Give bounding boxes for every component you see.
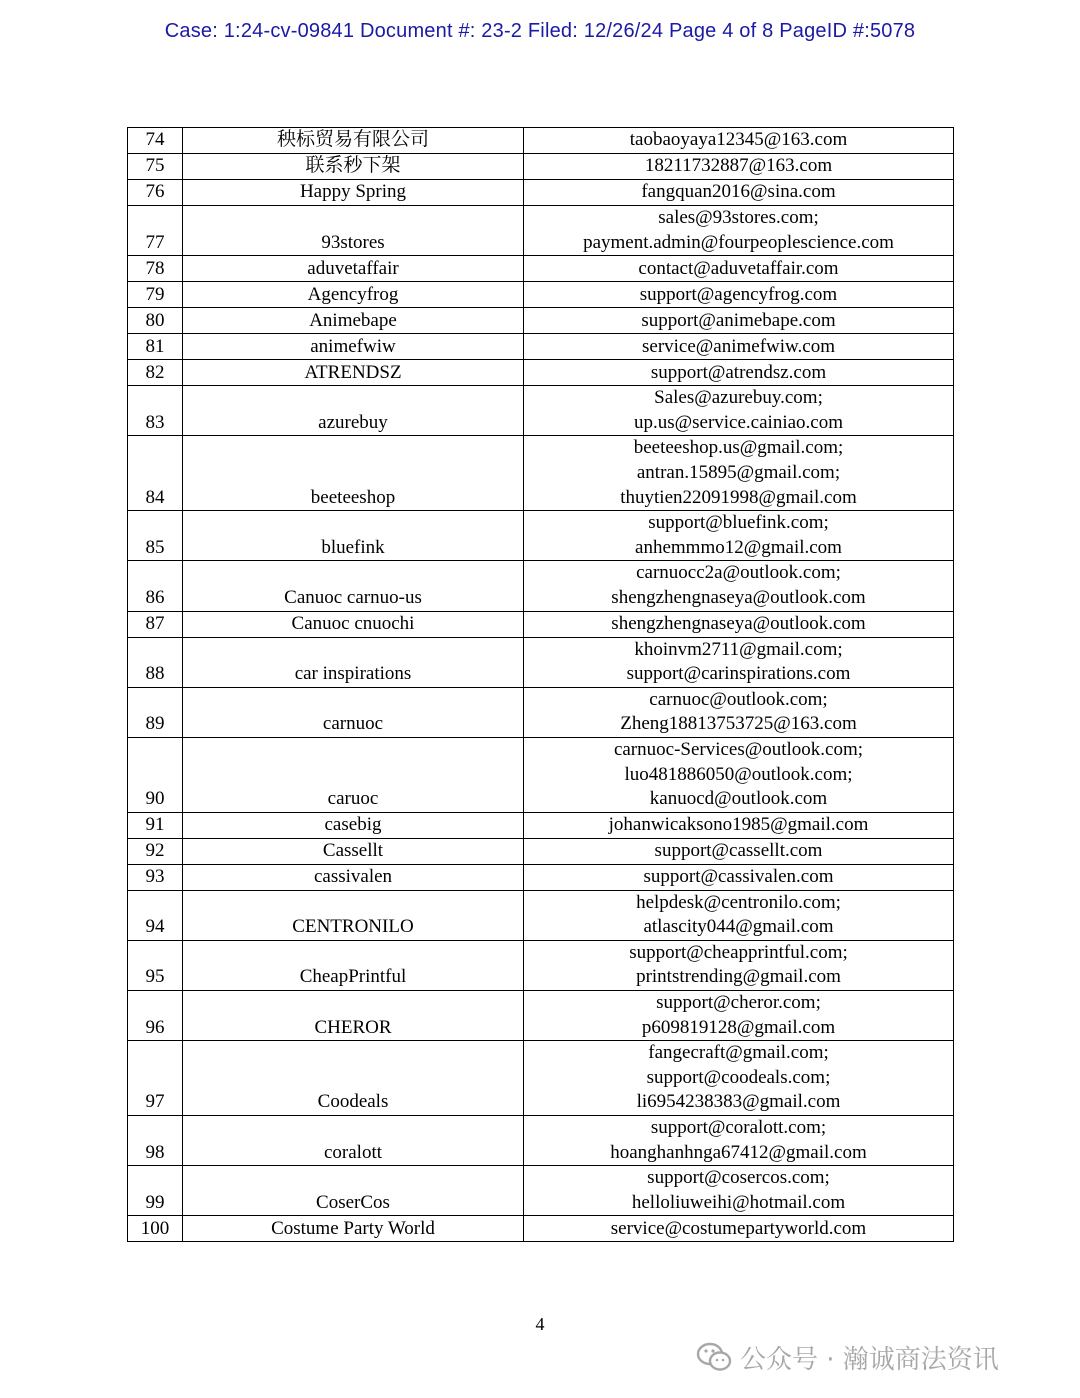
- store-name: Cassellt: [183, 838, 524, 864]
- row-number: 81: [128, 334, 183, 360]
- table-row: [128, 1116, 954, 1166]
- email-address: anhemmmo12@gmail.com: [635, 536, 842, 558]
- row-number: 90: [128, 737, 183, 812]
- email-cell: [524, 1166, 954, 1216]
- email-address: carnuocc2a@outlook.com;: [636, 562, 841, 584]
- table-row: [128, 154, 954, 180]
- row-number: 88: [128, 637, 183, 687]
- store-name: Costume Party World: [183, 1216, 524, 1242]
- email-cell: [524, 687, 954, 737]
- email-address: contact@aduvetaffair.com: [638, 257, 839, 279]
- table-row: [128, 360, 954, 386]
- table-row: [128, 637, 954, 687]
- email-address: Sales@azurebuy.com;: [654, 387, 823, 409]
- table-row: [128, 561, 954, 611]
- row-number: 78: [128, 256, 183, 282]
- email-address: support@agencyfrog.com: [639, 283, 838, 305]
- email-address: hoanghanhnga67412@gmail.com: [610, 1141, 867, 1163]
- store-name: animefwiw: [183, 334, 524, 360]
- table-row: [128, 334, 954, 360]
- email-address: carnuoc@outlook.com;: [649, 688, 828, 710]
- email-cell: [524, 890, 954, 940]
- email-address: fangecraft@gmail.com;: [648, 1042, 829, 1064]
- email-cell: [524, 1116, 954, 1166]
- store-name: casebig: [183, 812, 524, 838]
- store-name: beeteeshop: [183, 436, 524, 511]
- table-row: [128, 611, 954, 637]
- email-address: p609819128@gmail.com: [641, 1016, 836, 1038]
- email-address: support@coralott.com;: [650, 1117, 827, 1139]
- email-cell: [524, 436, 954, 511]
- email-cell: [524, 561, 954, 611]
- row-number: 76: [128, 180, 183, 206]
- table-row: [128, 737, 954, 812]
- row-number: 84: [128, 436, 183, 511]
- store-name: 93stores: [183, 206, 524, 256]
- table-row: [128, 436, 954, 511]
- email-address: support@bluefink.com;: [648, 512, 829, 534]
- store-name: Animebape: [183, 308, 524, 334]
- row-number: 82: [128, 360, 183, 386]
- email-cell: [524, 386, 954, 436]
- email-address: service@animefwiw.com: [642, 335, 835, 357]
- email-address: atlascity044@gmail.com: [643, 916, 834, 938]
- email-cell: [524, 180, 954, 206]
- row-number: 94: [128, 890, 183, 940]
- email-address: kanuocd@outlook.com: [649, 788, 828, 810]
- row-number: 98: [128, 1116, 183, 1166]
- email-cell: [524, 511, 954, 561]
- email-address: antran.15895@gmail.com;: [636, 461, 841, 483]
- email-address: helloliuweihi@hotmail.com: [631, 1191, 846, 1213]
- email-cell: [524, 991, 954, 1041]
- table-row: [128, 128, 954, 154]
- table-row: [128, 864, 954, 890]
- email-address: Zheng18813753725@163.com: [620, 713, 857, 735]
- email-cell: [524, 1216, 954, 1242]
- email-cell: [524, 282, 954, 308]
- store-name: carnuoc: [183, 687, 524, 737]
- row-number: 85: [128, 511, 183, 561]
- table-row: [128, 511, 954, 561]
- table-row: [128, 256, 954, 282]
- row-number: 87: [128, 611, 183, 637]
- row-number: 77: [128, 206, 183, 256]
- email-cell: [524, 611, 954, 637]
- email-address: khoinvm2711@gmail.com;: [634, 638, 843, 660]
- row-number: 99: [128, 1166, 183, 1216]
- row-number: 83: [128, 386, 183, 436]
- row-number: 74: [128, 128, 183, 154]
- email-address: up.us@service.cainiao.com: [633, 411, 843, 433]
- email-cell: [524, 737, 954, 812]
- table-row: [128, 282, 954, 308]
- email-address: taobaoyaya12345@163.com: [629, 129, 848, 151]
- email-cell: [524, 154, 954, 180]
- email-address: support@animebape.com: [641, 309, 836, 331]
- row-number: 86: [128, 561, 183, 611]
- page-number: 4: [535, 1314, 545, 1334]
- row-number: 95: [128, 940, 183, 990]
- store-name: Canuoc cnuochi: [183, 611, 524, 637]
- table-row: [128, 386, 954, 436]
- store-name: Coodeals: [183, 1041, 524, 1116]
- table-row: [128, 838, 954, 864]
- row-number: 80: [128, 308, 183, 334]
- row-number: 75: [128, 154, 183, 180]
- store-name: CHEROR: [183, 991, 524, 1041]
- table-row: [128, 1216, 954, 1242]
- table-row: [128, 940, 954, 990]
- table-row: [128, 1166, 954, 1216]
- store-name: 秧标贸易有限公司: [183, 128, 524, 154]
- email-cell: [524, 334, 954, 360]
- table-row: [128, 206, 954, 256]
- watermark: [696, 1337, 999, 1377]
- email-address: helpdesk@centronilo.com;: [636, 891, 841, 913]
- email-address: beeteeshop.us@gmail.com;: [633, 437, 844, 459]
- row-number: 92: [128, 838, 183, 864]
- email-cell: [524, 1041, 954, 1116]
- email-address: carnuoc-Services@outlook.com;: [613, 738, 864, 760]
- store-name: CheapPrintful: [183, 940, 524, 990]
- table-row: [128, 890, 954, 940]
- email-address: printstrending@gmail.com: [636, 966, 841, 988]
- store-name: azurebuy: [183, 386, 524, 436]
- store-name: aduvetaffair: [183, 256, 524, 282]
- store-name: caruoc: [183, 737, 524, 812]
- store-name: car inspirations: [183, 637, 524, 687]
- email-cell: [524, 360, 954, 386]
- email-address: shengzhengnaseya@outlook.com: [611, 586, 866, 608]
- table-body: [128, 128, 954, 1242]
- email-address: support@cheror.com;: [656, 992, 821, 1014]
- store-name: Canuoc carnuo-us: [183, 561, 524, 611]
- store-name: cassivalen: [183, 864, 524, 890]
- email-address: support@cheapprintful.com;: [629, 941, 848, 963]
- email-cell: [524, 637, 954, 687]
- table-row: [128, 991, 954, 1041]
- email-address: support@carinspirations.com: [626, 663, 851, 685]
- store-name: Agencyfrog: [183, 282, 524, 308]
- email-address: thuytien22091998@gmail.com: [620, 486, 857, 508]
- store-name: ATRENDSZ: [183, 360, 524, 386]
- table-row: [128, 180, 954, 206]
- email-address: johanwicaksono1985@gmail.com: [608, 814, 869, 836]
- email-address: fangquan2016@sina.com: [641, 181, 836, 203]
- row-number: 91: [128, 812, 183, 838]
- email-address: support@cassivalen.com: [643, 866, 834, 888]
- store-name: coralott: [183, 1116, 524, 1166]
- store-name: Happy Spring: [183, 180, 524, 206]
- table-row: [128, 1041, 954, 1116]
- email-address: shengzhengnaseya@outlook.com: [611, 612, 866, 634]
- email-address: sales@93stores.com;: [658, 207, 819, 228]
- email-address: li6954238383@gmail.com: [636, 1091, 841, 1113]
- row-number: 97: [128, 1041, 183, 1116]
- email-address: service@costumepartyworld.com: [610, 1217, 867, 1239]
- table-row: [128, 308, 954, 334]
- table-row: [128, 812, 954, 838]
- email-cell: [524, 256, 954, 282]
- defendant-table: [127, 127, 954, 1242]
- email-address: 18211732887@163.com: [644, 155, 833, 177]
- row-number: 93: [128, 864, 183, 890]
- case-header: Case: 1:24-cv-09841 Document #: 23-2 Filed: 12/26/24 Page 4 of 8 PageID #:5078: [164, 20, 916, 42]
- row-number: 100: [128, 1216, 183, 1242]
- email-address: luo481886050@outlook.com;: [624, 763, 853, 785]
- email-address: payment.admin@fourpeoplescience.com: [583, 231, 894, 253]
- row-number: 96: [128, 991, 183, 1041]
- watermark-text: 公众号 · 瀚诚商法资讯: [740, 1344, 999, 1375]
- email-cell: [524, 308, 954, 334]
- email-address: support@atrendsz.com: [650, 361, 827, 383]
- email-cell: [524, 128, 954, 154]
- row-number: 79: [128, 282, 183, 308]
- wechat-icon: [696, 1342, 732, 1372]
- store-name: bluefink: [183, 511, 524, 561]
- email-cell: [524, 940, 954, 990]
- store-name: CoserCos: [183, 1166, 524, 1216]
- email-cell: [524, 206, 954, 256]
- email-address: support@cassellt.com: [654, 840, 823, 862]
- email-cell: [524, 838, 954, 864]
- email-cell: [524, 864, 954, 890]
- email-cell: [524, 812, 954, 838]
- table-row: [128, 687, 954, 737]
- store-name: 联系秒下架: [183, 154, 524, 180]
- store-name: CENTRONILO: [183, 890, 524, 940]
- email-address: support@cosercos.com;: [647, 1167, 830, 1189]
- row-number: 89: [128, 687, 183, 737]
- email-address: support@coodeals.com;: [646, 1066, 831, 1088]
